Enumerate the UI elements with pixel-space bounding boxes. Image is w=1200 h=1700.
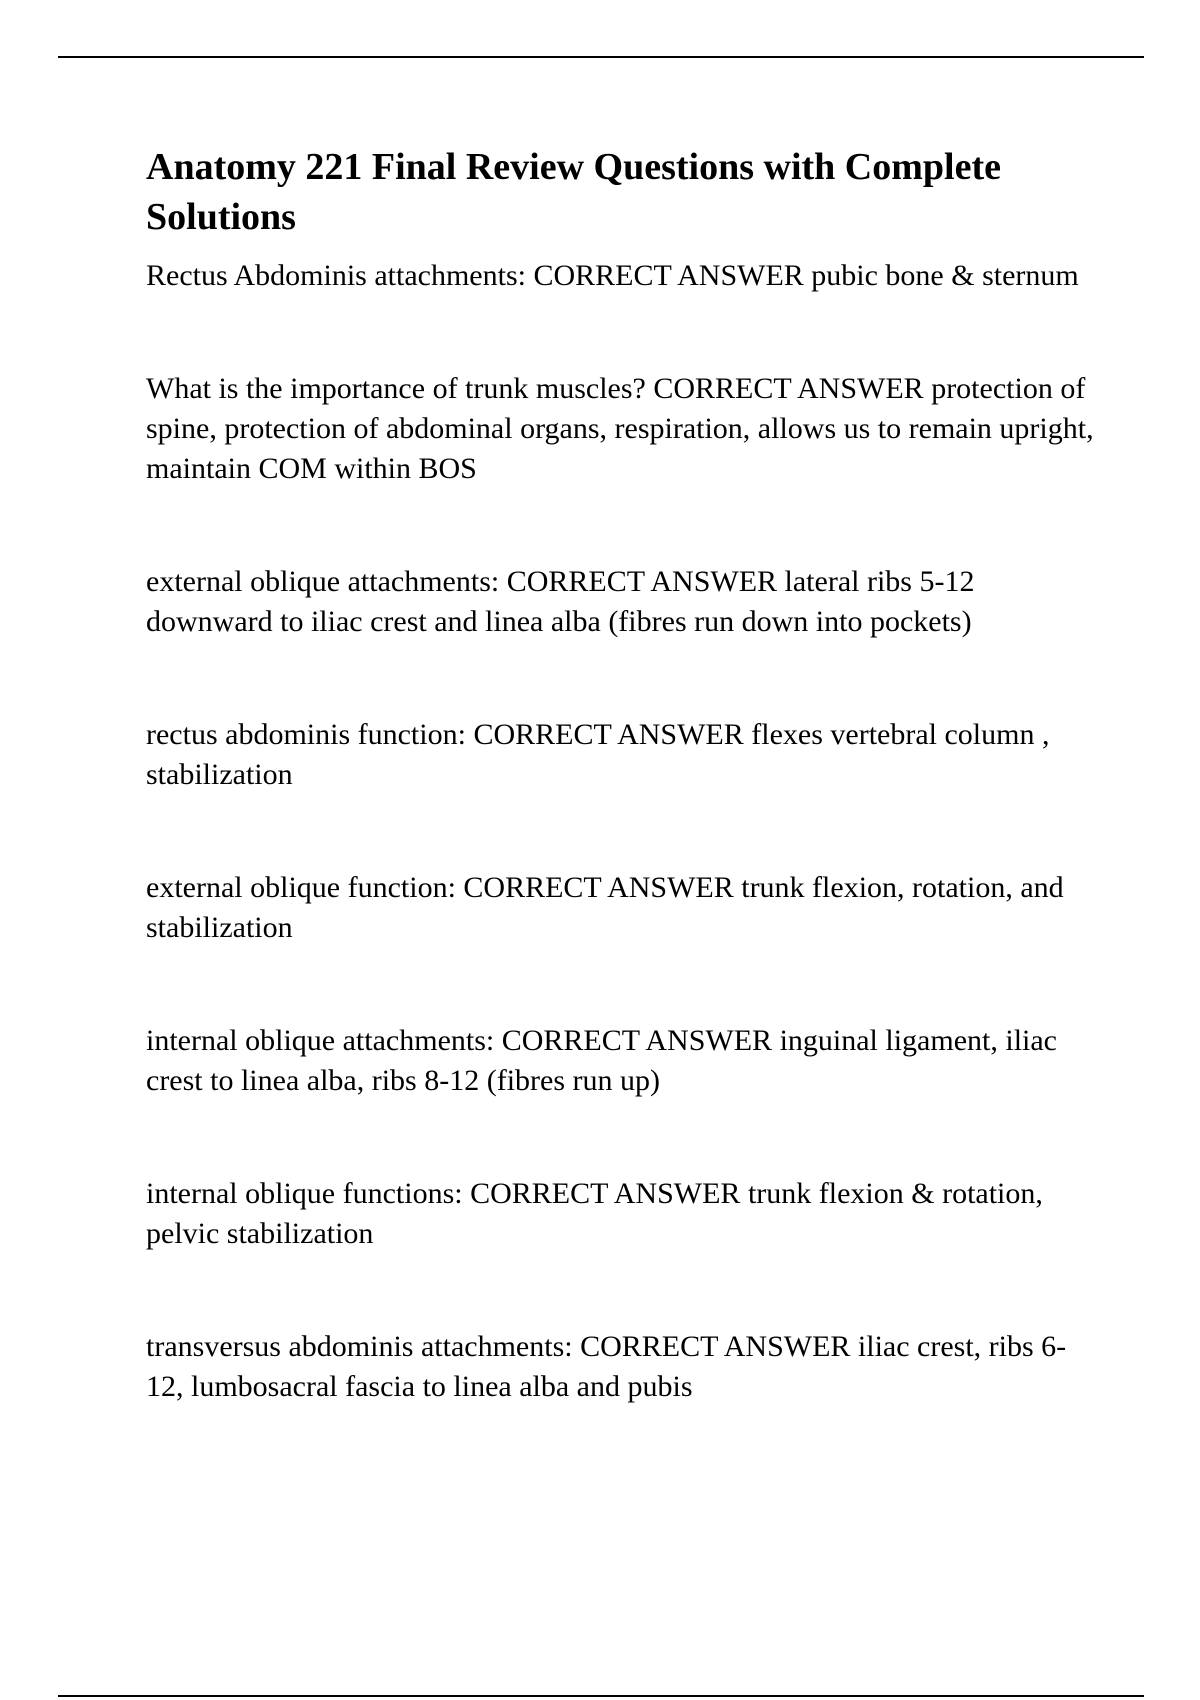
answer-marker: CORRECT ANSWER <box>470 1177 741 1210</box>
question-text: rectus abdominis function: <box>146 718 466 751</box>
answer-text: pubic bone & sternum <box>811 259 1079 292</box>
question-text: Rectus Abdominis attachments: <box>146 259 526 292</box>
question-text: What is the importance of trunk muscles? <box>146 372 646 405</box>
answer-marker: CORRECT ANSWER <box>580 1330 851 1363</box>
question-text: external oblique attachments: <box>146 565 500 598</box>
answer-marker: CORRECT ANSWER <box>501 1024 773 1057</box>
answer-text: flexes vertebral column , stabilization <box>146 718 1050 791</box>
top-rule <box>58 56 1144 58</box>
qa-item <box>146 868 1096 948</box>
answer-text: lateral ribs 5-12 downward to iliac crest and linea alba (fibres run down into pockets) <box>146 565 975 638</box>
question-text: external oblique function: <box>146 871 456 904</box>
answer-text: inguinal ligament, iliac crest to linea alba, ribs 8-12 (fibres run up) <box>146 1024 1057 1097</box>
answer-marker: CORRECT ANSWER <box>473 718 744 751</box>
qa-item <box>146 369 1096 489</box>
qa-item <box>146 562 1096 642</box>
qa-item <box>146 1327 1096 1407</box>
answer-text: iliac crest, ribs 6-12, lumbosacral fascia to linea alba and pubis <box>146 1330 1067 1403</box>
answer-marker: CORRECT ANSWER <box>653 372 924 405</box>
qa-item <box>146 1174 1096 1254</box>
question-text: transversus abdominis attachments: <box>146 1330 573 1363</box>
answer-text: trunk flexion, rotation, and stabilization <box>146 871 1064 944</box>
question-text: internal oblique attachments: <box>146 1024 495 1057</box>
qa-item <box>146 1021 1096 1101</box>
answer-marker: CORRECT ANSWER <box>506 565 778 598</box>
qa-item <box>146 715 1096 795</box>
document-body <box>146 142 1096 1407</box>
question-text: internal oblique functions: <box>146 1177 463 1210</box>
answer-text: protection of spine, protection of abdominal organs, respiration, allows us to remain upright, maintain COM within BOS <box>146 372 1094 485</box>
answer-marker: CORRECT ANSWER <box>533 259 804 292</box>
qa-item <box>146 256 1096 296</box>
answer-marker: CORRECT ANSWER <box>463 871 734 904</box>
page-title: Anatomy 221 Final Review Questions with Complete Solutions <box>146 146 1001 238</box>
answer-text: trunk flexion & rotation, pelvic stabilization <box>146 1177 1043 1250</box>
bottom-rule <box>58 1695 1144 1697</box>
